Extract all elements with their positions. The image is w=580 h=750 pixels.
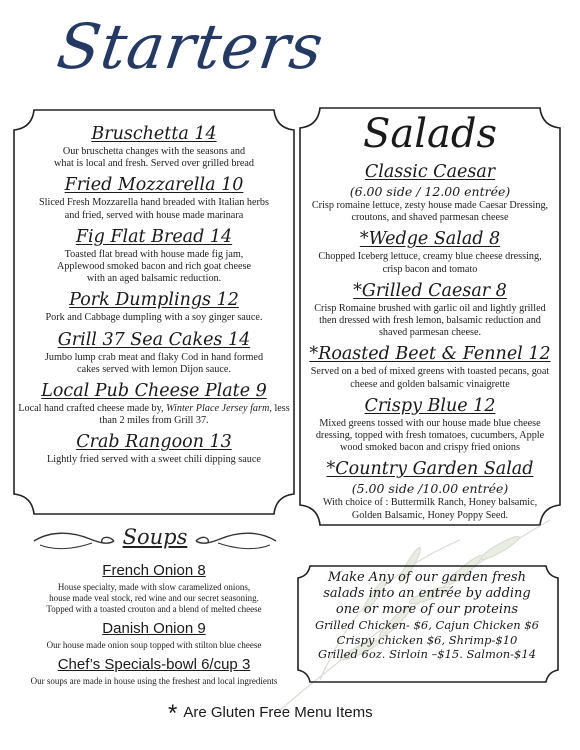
item-name: Fig Flat Bread 14 [75,226,233,247]
item-name: *Roasted Beet & Fennel 12 [309,344,551,365]
protein-line: Grilled Chicken- $6, Cajun Chicken $6 [314,618,539,632]
item-name: Fried Mozzarella 10 [64,175,244,196]
protein-line: Crispy chicken $6, Shrimp-$10 [336,632,518,647]
item-description: Crisp Romaine brushed with garlic oil and lightly grilled then dressed with fresh lemon, balsamic reduction and shaved parmesan cheese. [314,302,546,339]
gluten-free-note [168,700,373,728]
item-description: Toasted flat bread with house made fig jam, Applewood smoked bacon and rich goat cheese with an aged balsamic reduction. [56,248,252,285]
starters-title: Starters [52,10,329,83]
proteins-heading: Make Any of our garden fresh salads into an entrée by adding one or more of our proteins [323,570,531,617]
item-description: Pork and Cabbage dumpling with a soy ginger sauce. [45,312,263,324]
item-description: Crisp romaine lettuce, zesty house made Caesar Dressing, croutons, and shaved parmesan cheese [311,200,549,224]
soup-item [18,562,290,615]
item-description: Our house made onion soup topped with stilton blue cheese [46,640,262,650]
item-description: Served on a bed of mixed greens with toasted pecans, goat cheese and golden balsamic vinaigrette [310,366,550,390]
item-name: *Wedge Salad 8 [359,229,501,250]
item-name: French Onion 8 [102,562,206,579]
item-name: Danish Onion 9 [102,620,206,637]
item-name: Crispy Blue 12 [364,395,496,416]
item-description: Lightly fried served with a sweet chili dipping sauce [47,454,261,466]
asterisk-icon: * [168,700,178,727]
starter-item [18,432,290,466]
soups-title: Soups [122,525,188,549]
starter-item [18,381,290,427]
salads-list [302,112,558,527]
item-description: Jumbo lump crab meat and flaky Cod in hand formed cakes served with lemon Dijon sauce. [44,351,264,375]
item-name: Chef’s Specials-bowl 6/cup 3 [57,656,251,673]
item-description: House specialty, made with slow caramelized onions, house made veal stock, red wine and our secret seasoning. Topped with a toasted crouton and a blend of melted cheese [46,582,262,614]
item-name: *Country Garden Salad [326,459,534,480]
starters-list [18,124,290,472]
item-name: *Grilled Caesar 8 [353,280,507,301]
item-description: Chopped Iceberg lettuce, creamy blue cheese dressing, crisp bacon and tomato [318,251,542,275]
starter-item [18,290,290,324]
item-price-note: (6.00 side / 12.00 entrée) [349,184,511,199]
item-description: Our soups are made in house using the freshest and local ingredients [30,676,278,686]
salad-item [302,344,558,390]
item-name: Grill 37 Sea Cakes 14 [57,329,251,350]
starter-item [18,124,290,170]
item-description: Sliced Fresh Mozzarella hand breaded with Italian herbs and fried, served with house made marinara [39,197,269,221]
item-name: Crab Rangoon 13 [76,432,232,453]
starter-item [18,227,290,286]
soups-list [18,562,290,692]
item-description: Our bruschetta changes with the seasons and what is local and fresh. Served over grilled bread [54,146,254,170]
starter-item [18,175,290,221]
item-price-note: (5.00 side /10.00 entrée) [351,481,509,497]
item-description: Mixed greens tossed with our house made blue cheese dressing, topped with fresh tomatoes, cucumbers, Apple wood smoked bacon and crispy fried onions [315,417,545,454]
item-name: Classic Caesar [364,162,496,182]
salads-title: Salads [362,111,498,157]
item-name: Local Pub Cheese Plate 9 [41,381,267,402]
gluten-free-text: Are Gluten Free Menu Items [183,704,373,721]
soup-item [18,620,290,651]
salad-item [302,229,558,275]
salad-item [302,162,558,224]
desc-text: Local hand crafted cheese made by, [18,403,167,415]
proteins-note [300,570,554,662]
protein-line: Grilled 6oz. Sirloin –$15. Salmon-$14 [317,647,537,661]
item-description: With choice of : Buttermilk Ranch, Honey balsamic, Golden Balsamic, Honey Poppy Seed. [322,497,538,521]
item-name: Pork Dumplings 12 [69,290,239,311]
desc-text: , less than 2 miles from Grill 37. [99,403,290,427]
item-name: Bruschetta 14 [91,124,217,144]
item-description [18,403,290,427]
soup-item [18,656,290,687]
soups-header [30,523,280,557]
starter-item [18,330,290,376]
salad-item [302,281,558,340]
farm-name: Winter Place Jersey farm [166,403,270,415]
salad-item [302,396,558,455]
